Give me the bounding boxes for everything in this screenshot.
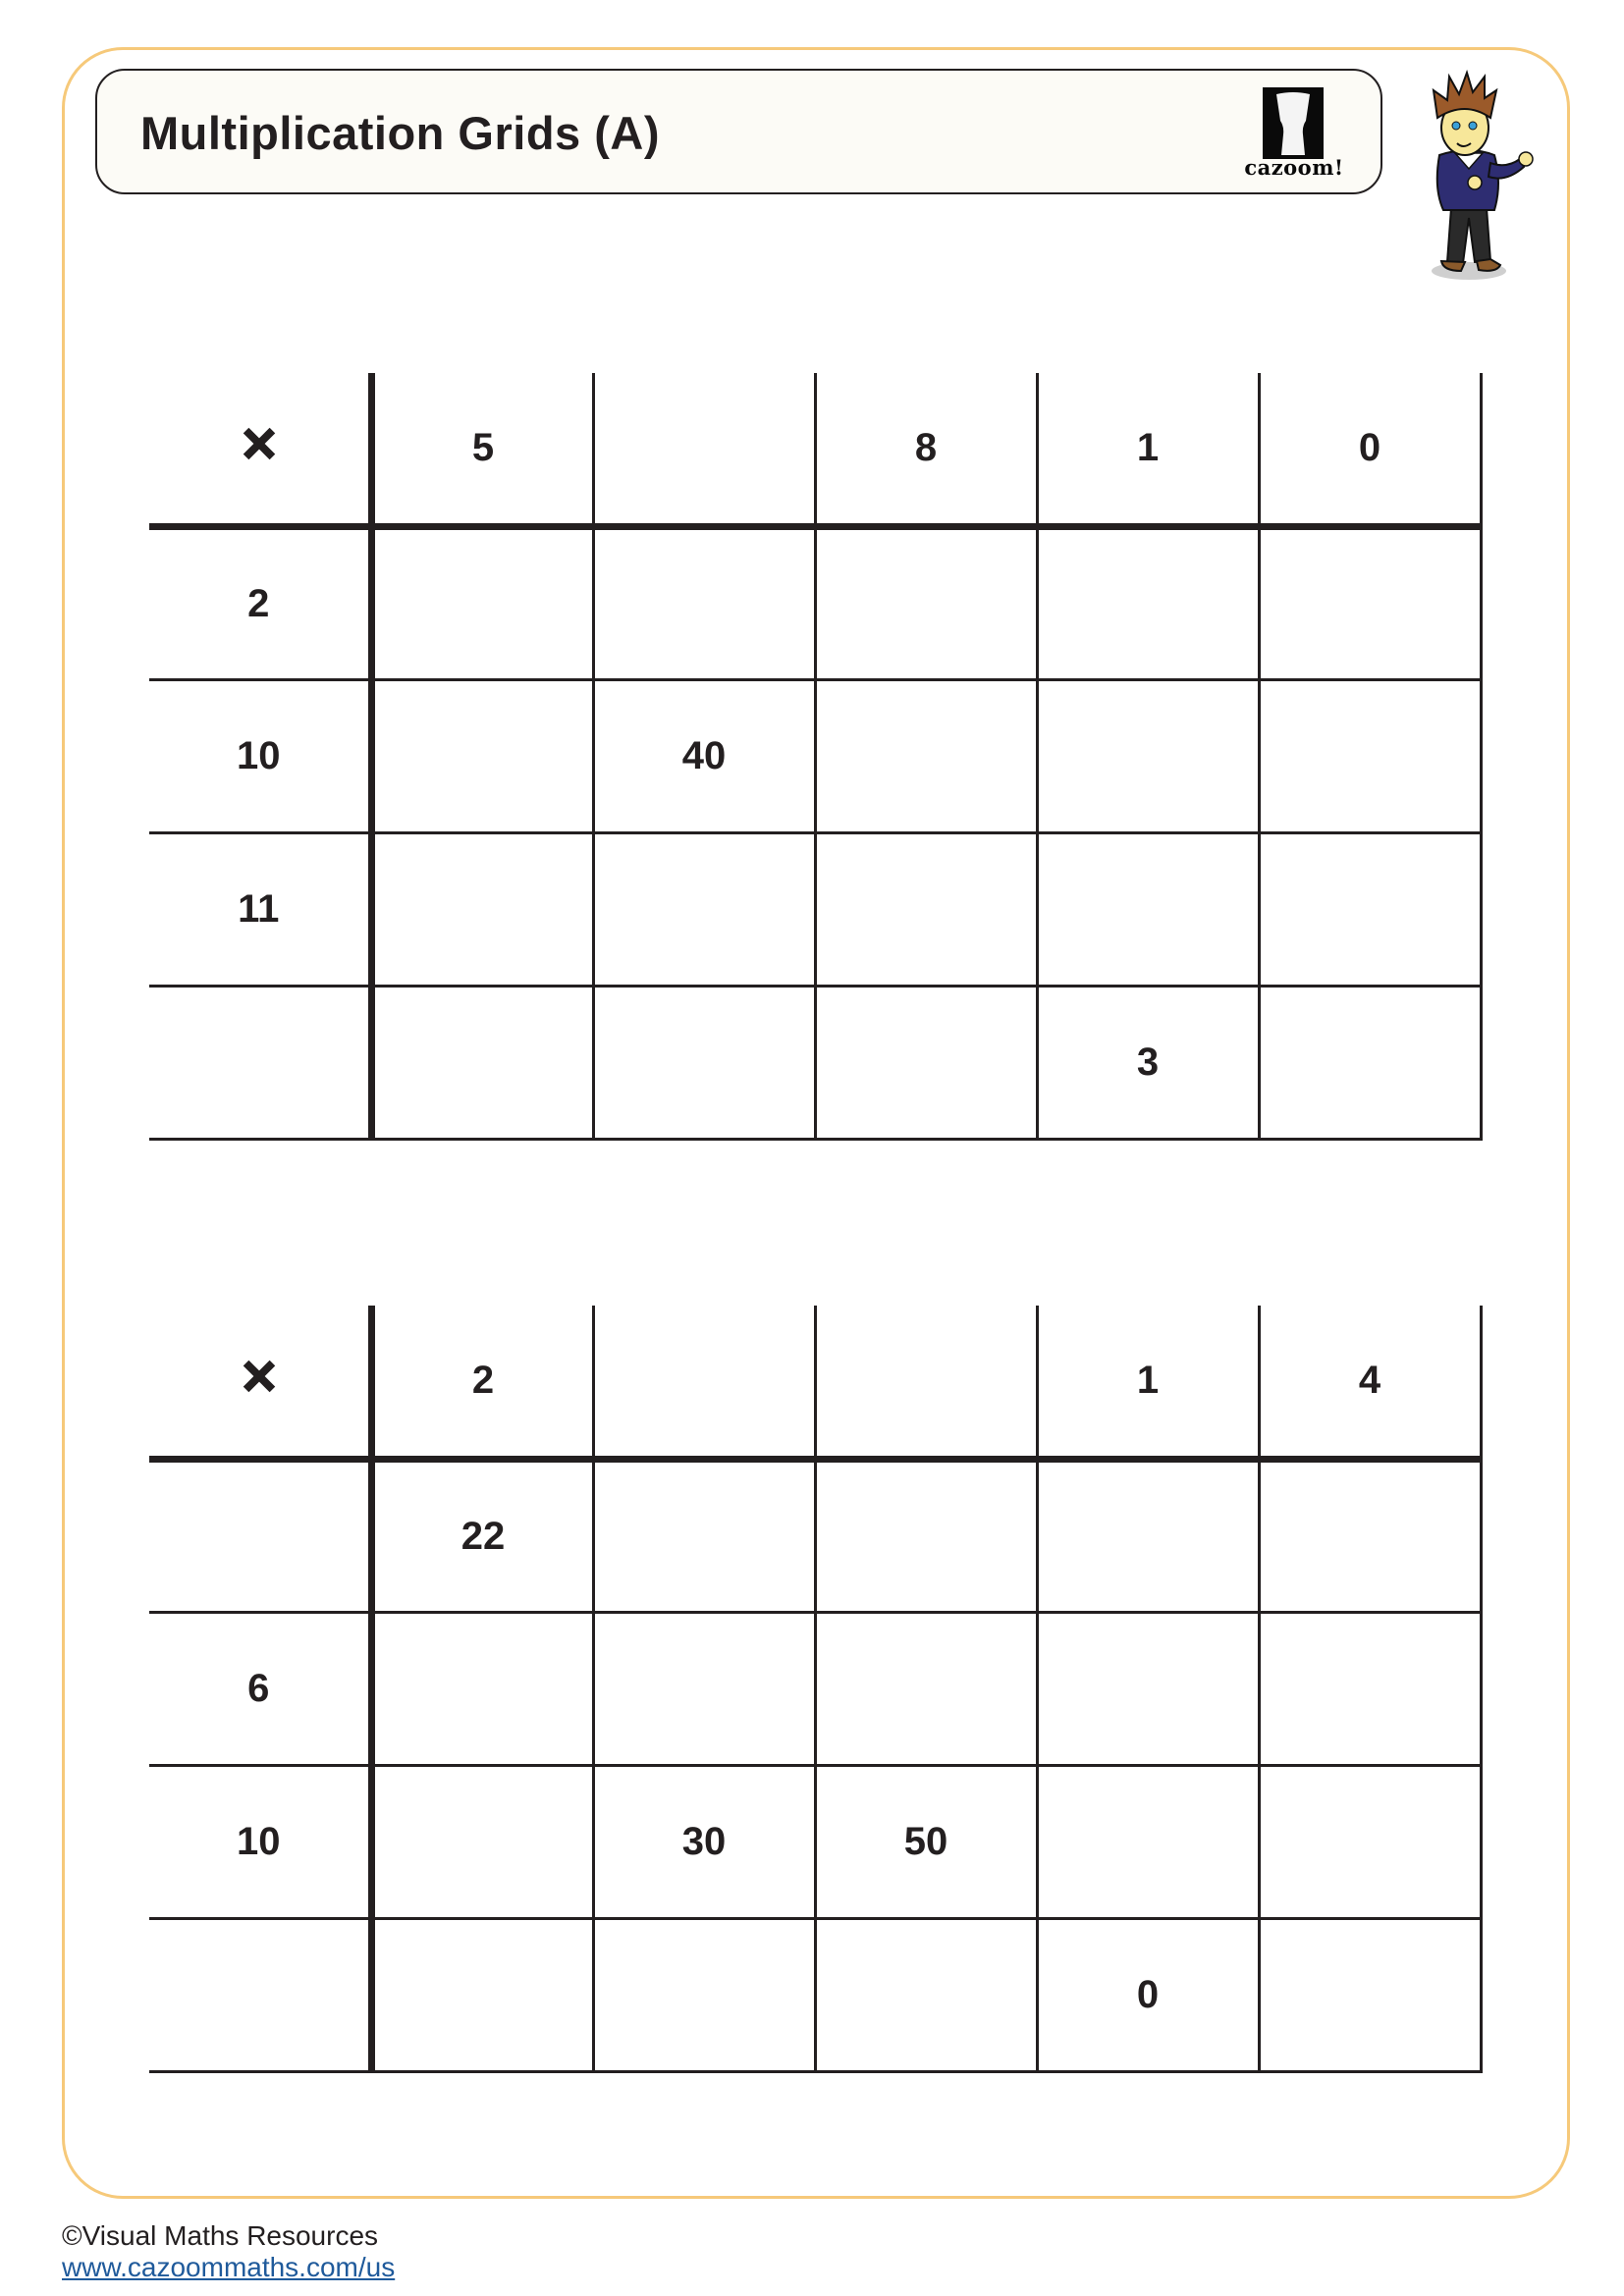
- column-header-cell[interactable]: 0: [1259, 373, 1481, 526]
- times-icon: [242, 427, 275, 460]
- grid-header-row: [149, 373, 1481, 526]
- column-header-cell[interactable]: 1: [1037, 373, 1259, 526]
- answer-cell[interactable]: [593, 986, 815, 1139]
- row-header-cell[interactable]: [149, 986, 371, 1139]
- answer-cell[interactable]: [593, 1459, 815, 1612]
- answer-cell[interactable]: [371, 1918, 593, 2071]
- answer-cell[interactable]: [371, 679, 593, 832]
- answer-cell[interactable]: [371, 526, 593, 679]
- grid-row: [149, 526, 1481, 679]
- answer-cell[interactable]: [593, 1612, 815, 1765]
- answer-cell[interactable]: [1259, 986, 1481, 1139]
- column-header-cell[interactable]: [593, 373, 815, 526]
- answer-cell[interactable]: [593, 526, 815, 679]
- answer-cell[interactable]: [593, 832, 815, 986]
- answer-cell[interactable]: [371, 1765, 593, 1918]
- answer-cell[interactable]: [371, 832, 593, 986]
- answer-cell[interactable]: [1259, 1612, 1481, 1765]
- answer-cell[interactable]: [1259, 679, 1481, 832]
- answer-cell[interactable]: [1037, 832, 1259, 986]
- grid-row: [149, 1918, 1481, 2071]
- answer-cell[interactable]: [1259, 832, 1481, 986]
- title-banner: [95, 69, 1382, 194]
- row-header-cell[interactable]: [149, 1918, 371, 2071]
- column-header-cell[interactable]: 8: [815, 373, 1037, 526]
- mascot-illustration: [1404, 61, 1542, 287]
- column-header-cell[interactable]: [815, 1306, 1037, 1459]
- website-link[interactable]: www.cazoommaths.com/us: [62, 2252, 396, 2282]
- answer-cell[interactable]: [1037, 679, 1259, 832]
- answer-cell[interactable]: [815, 986, 1037, 1139]
- answer-cell[interactable]: [1037, 526, 1259, 679]
- row-header-cell[interactable]: 11: [149, 832, 371, 986]
- answer-cell[interactable]: [815, 1612, 1037, 1765]
- answer-cell[interactable]: [815, 1918, 1037, 2071]
- grid-row: [149, 986, 1481, 1139]
- column-header-cell[interactable]: 1: [1037, 1306, 1259, 1459]
- copyright-text: ©Visual Maths Resources: [62, 2220, 379, 2251]
- answer-cell[interactable]: 22: [371, 1459, 593, 1612]
- answer-cell[interactable]: [593, 1918, 815, 2071]
- row-header-cell[interactable]: 10: [149, 679, 371, 832]
- logo-wordmark: cazoom!: [1244, 155, 1344, 180]
- answer-cell[interactable]: 50: [815, 1765, 1037, 1918]
- grid-header-row: [149, 1306, 1481, 1459]
- answer-cell[interactable]: [815, 526, 1037, 679]
- answer-cell[interactable]: [815, 679, 1037, 832]
- answer-cell[interactable]: 40: [593, 679, 815, 832]
- answer-cell[interactable]: [1259, 1918, 1481, 2071]
- answer-cell[interactable]: [1037, 1765, 1259, 1918]
- answer-cell[interactable]: [1259, 526, 1481, 679]
- operator-cell: [149, 373, 371, 526]
- times-icon: [242, 1360, 275, 1393]
- answer-cell[interactable]: [815, 1459, 1037, 1612]
- grid-row: [149, 832, 1481, 986]
- row-header-cell[interactable]: 2: [149, 526, 371, 679]
- grid-row: [149, 1765, 1481, 1918]
- multiplication-grid-1: [149, 373, 1481, 1141]
- answer-cell[interactable]: [1259, 1459, 1481, 1612]
- row-header-cell[interactable]: 6: [149, 1612, 371, 1765]
- column-header-cell[interactable]: [593, 1306, 815, 1459]
- drum-icon: [1263, 87, 1324, 159]
- answer-cell[interactable]: [1037, 1612, 1259, 1765]
- multiplication-grid-2: [149, 1306, 1481, 2073]
- cazoom-logo: [1239, 84, 1349, 179]
- answer-cell[interactable]: [815, 832, 1037, 986]
- answer-cell[interactable]: [1259, 1765, 1481, 1918]
- page-title: Multiplication Grids (A): [140, 107, 660, 159]
- answer-cell[interactable]: [371, 1612, 593, 1765]
- column-header-cell[interactable]: 5: [371, 373, 593, 526]
- column-header-cell[interactable]: 4: [1259, 1306, 1481, 1459]
- answer-cell[interactable]: [371, 986, 593, 1139]
- operator-cell: [149, 1306, 371, 1459]
- answer-cell[interactable]: 3: [1037, 986, 1259, 1139]
- answer-cell[interactable]: [1037, 1459, 1259, 1612]
- row-header-cell[interactable]: 10: [149, 1765, 371, 1918]
- column-header-cell[interactable]: 2: [371, 1306, 593, 1459]
- row-header-cell[interactable]: [149, 1459, 371, 1612]
- grid-row: [149, 679, 1481, 832]
- answer-cell[interactable]: 0: [1037, 1918, 1259, 2071]
- grid-row: [149, 1612, 1481, 1765]
- grid-row: [149, 1459, 1481, 1612]
- answer-cell[interactable]: 30: [593, 1765, 815, 1918]
- footer: [62, 2220, 395, 2283]
